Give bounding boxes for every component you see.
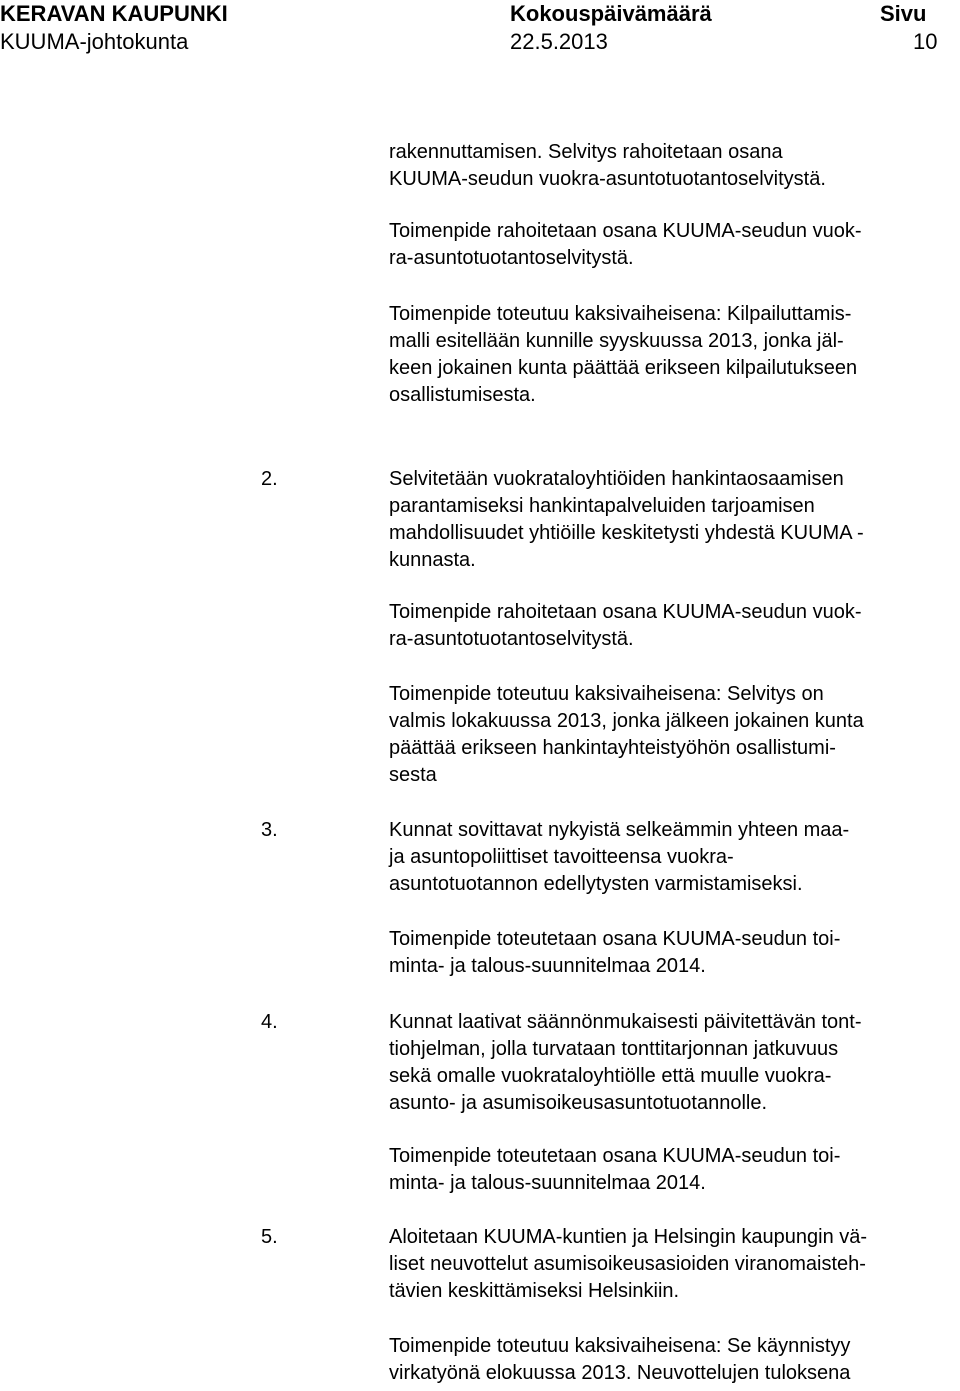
text-line: virkatyönä elokuussa 2013. Neuvottelujen tuloksena [389, 1362, 851, 1384]
page-number: 10 [913, 29, 938, 54]
text-line: rakennuttamisen. Selvitys rahoitetaan osana [389, 141, 783, 163]
list-item-number: 5. [261, 1226, 278, 1248]
text-line: Toimenpide rahoitetaan osana KUUMA-seudun vuok- [389, 220, 862, 242]
text-line: tiohjelman, jolla turvataan tonttitarjonnan jatkuvuus [389, 1038, 839, 1060]
meeting-date-value: 22.5.2013 [510, 29, 608, 54]
list-item-number: 3. [261, 819, 278, 841]
paragraph [389, 1143, 959, 1197]
text-line: tävien keskittämiseksi Helsinkiin. [389, 1280, 680, 1302]
text-line: ra-asuntotuotantoselvitystä. [389, 247, 634, 269]
text-line: asuntotuotannon edellytysten varmistamiseksi. [389, 873, 803, 895]
text-line: Toimenpide toteutetaan osana KUUMA-seudun toi- [389, 928, 841, 950]
text-line: Toimenpide toteutuu kaksivaiheisena: Selvitys on [389, 683, 824, 705]
meeting-date-label: Kokouspäivämäärä [510, 1, 712, 26]
text-line: Toimenpide toteutuu kaksivaiheisena: Se käynnistyy [389, 1335, 851, 1357]
paragraph [389, 218, 959, 272]
list-item-number: 4. [261, 1011, 278, 1033]
header-organization [0, 0, 228, 56]
header-meeting-date [510, 0, 712, 56]
organization-name: KERAVAN KAUPUNKI [0, 1, 228, 26]
text-line: Aloitetaan KUUMA-kuntien ja Helsingin kaupungin vä- [389, 1226, 868, 1248]
text-line: keen jokainen kunta päättää erikseen kilpailutukseen [389, 357, 858, 379]
text-line: kunnasta. [389, 549, 476, 571]
text-line: asunto- ja asumisoikeusasuntotuotannolle. [389, 1092, 768, 1114]
header-page [880, 0, 937, 56]
text-line: Selvitetään vuokrataloyhtiöiden hankintaosaamisen [389, 468, 844, 490]
paragraph [389, 139, 959, 193]
text-line: päättää erikseen hankintayhteistyöhön osallistumi- [389, 737, 836, 759]
text-line: minta- ja talous-suunnitelmaa 2014. [389, 1172, 706, 1194]
page-label: Sivu [880, 1, 927, 26]
text-line: Kunnat sovittavat nykyistä selkeämmin yhteen maa- [389, 819, 850, 841]
text-line: malli esitellään kunnille syyskuussa 2013, jonka jäl- [389, 330, 844, 352]
list-item-text [389, 817, 959, 898]
text-line: ja asuntopoliittiset tavoitteensa vuokra- [389, 846, 734, 868]
paragraph [389, 301, 959, 409]
document-header [0, 0, 960, 60]
paragraph [389, 681, 959, 789]
paragraph [389, 599, 959, 653]
text-line: liset neuvottelut asumisoikeusasioiden viranomaisteh- [389, 1253, 866, 1275]
committee-name: KUUMA-johtokunta [0, 29, 189, 54]
text-line: ra-asuntotuotantoselvitystä. [389, 628, 634, 650]
list-item-text [389, 1009, 959, 1117]
list-item-text [389, 466, 959, 574]
list-item-number: 2. [261, 468, 278, 490]
text-line: KUUMA-seudun vuokra-asuntotuotantoselvitystä. [389, 168, 826, 190]
text-line: sesta [389, 764, 437, 786]
paragraph [389, 926, 959, 980]
list-item-text [389, 1224, 959, 1305]
text-line: sekä omalle vuokrataloyhtiölle että muulle vuokra- [389, 1065, 832, 1087]
text-line: parantamiseksi hankintapalveluiden tarjoamisen [389, 495, 815, 517]
text-line: mahdollisuudet yhtiöille keskitetysti yhdestä KUUMA - [389, 522, 864, 544]
text-line: Kunnat laativat säännönmukaisesti päivitettävän tont- [389, 1011, 862, 1033]
text-line: Toimenpide rahoitetaan osana KUUMA-seudun vuok- [389, 601, 862, 623]
text-line: minta- ja talous-suunnitelmaa 2014. [389, 955, 706, 977]
paragraph [389, 1333, 959, 1387]
text-line: Toimenpide toteutetaan osana KUUMA-seudun toi- [389, 1145, 841, 1167]
text-line: osallistumisesta. [389, 384, 536, 406]
text-line: valmis lokakuussa 2013, jonka jälkeen jokainen kunta [389, 710, 864, 732]
text-line: Toimenpide toteutuu kaksivaiheisena: Kilpailuttamis- [389, 303, 852, 325]
